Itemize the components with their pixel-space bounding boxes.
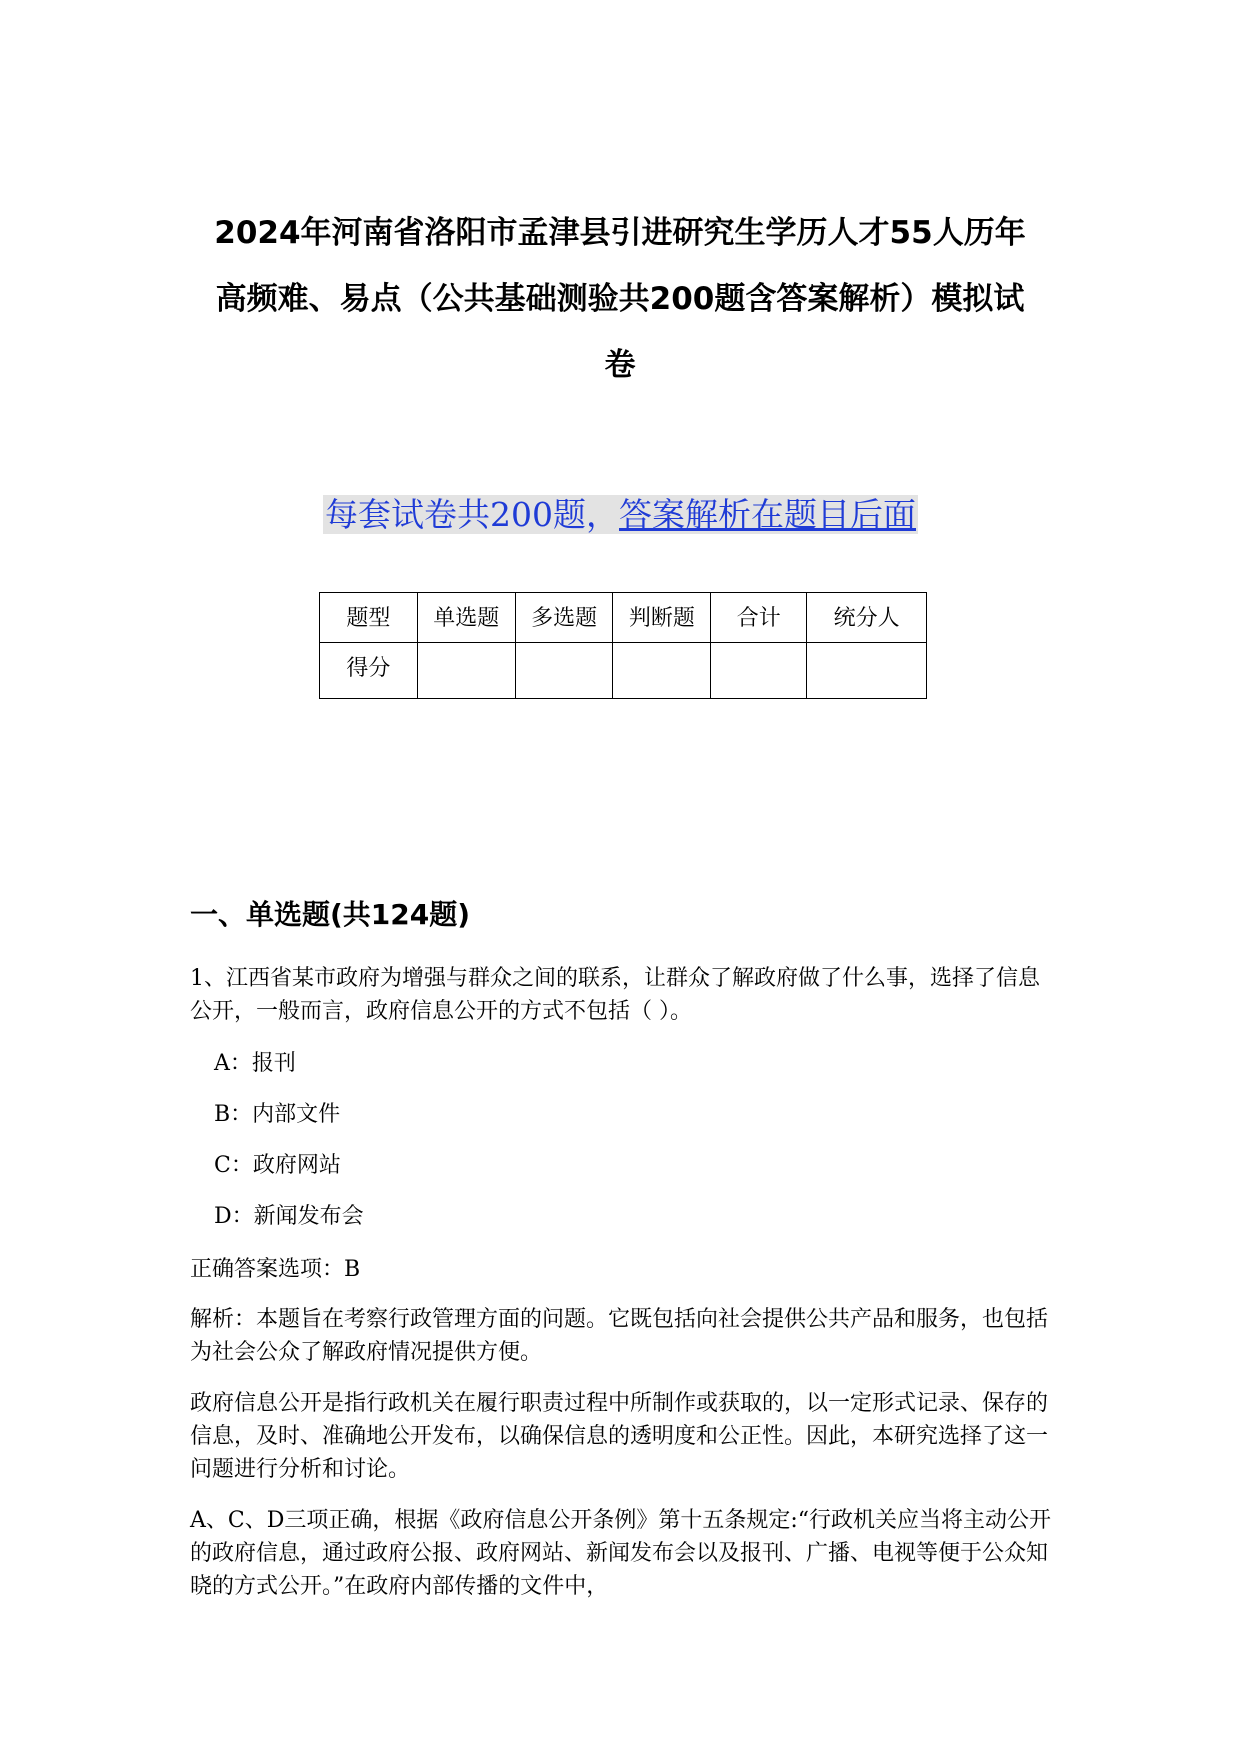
score-cell-scorer[interactable] xyxy=(807,643,927,699)
subtitle-prefix: 每套试卷共200题， xyxy=(325,495,619,534)
analysis-paragraph-1: 解析：本题旨在考察行政管理方面的问题。它既包括向社会提供公共产品和服务，也包括为社会公众了解政府情况提供方便。 xyxy=(190,1307,1049,1365)
header-single-choice: 单选题 xyxy=(417,593,515,643)
score-cell-multiple-choice[interactable] xyxy=(515,643,613,699)
document-title xyxy=(180,200,1060,398)
header-true-false: 判断题 xyxy=(613,593,711,643)
option-b: B：内部文件 xyxy=(214,1102,341,1127)
title-line-2: 高频难、易点（公共基础测验共200题含答案解析）模拟试 xyxy=(215,281,1025,317)
subtitle-highlight xyxy=(323,495,918,534)
title-line-3: 卷 xyxy=(604,347,636,383)
score-table-score-row xyxy=(320,643,927,699)
analysis-paragraph-2: 政府信息公开是指行政机关在履行职责过程中所制作或获取的，以一定形式记录、保存的信息，及时、准确地公开发布，以确保信息的透明度和公正性。因此，本研究选择了这一问题进行分析和讨论。 xyxy=(190,1391,1049,1482)
score-table xyxy=(319,592,927,699)
score-cell-total[interactable] xyxy=(711,643,807,699)
score-table-header-row xyxy=(320,593,927,643)
correct-answer: 正确答案选项：B xyxy=(190,1257,361,1282)
header-multiple-choice: 多选题 xyxy=(515,593,613,643)
header-scorer: 统分人 xyxy=(807,593,927,643)
section-title: 一、单选题(共124题) xyxy=(190,898,471,931)
answer-location-link[interactable]: 答案解析在题目后面 xyxy=(619,495,916,534)
analysis-paragraph-3: A、C、D三项正确，根据《政府信息公开条例》第十五条规定:“行政机关应当将主动公开的政府信息，通过政府公报、政府网站、新闻发布会以及报刊、广播、电视等便于公众知晓的方式公开。”在政府内部传播的文件中， xyxy=(190,1508,1052,1599)
score-cell-true-false[interactable] xyxy=(613,643,711,699)
subtitle xyxy=(0,490,1241,540)
score-cell-single-choice[interactable] xyxy=(417,643,515,699)
option-a: A：报刊 xyxy=(214,1051,296,1076)
option-d: D：新闻发布会 xyxy=(214,1204,364,1229)
title-line-1: 2024年河南省洛阳市孟津县引进研究生学历人才55人历年 xyxy=(214,215,1026,251)
option-c: C：政府网站 xyxy=(214,1153,341,1178)
question-text: 1、江西省某市政府为增强与群众之间的联系，让群众了解政府做了什么事，选择了信息公开，一般而言，政府信息公开的方式不包括（ ）。 xyxy=(190,966,1040,1024)
header-total: 合计 xyxy=(711,593,807,643)
score-row-label: 得分 xyxy=(320,643,418,699)
header-type: 题型 xyxy=(320,593,418,643)
